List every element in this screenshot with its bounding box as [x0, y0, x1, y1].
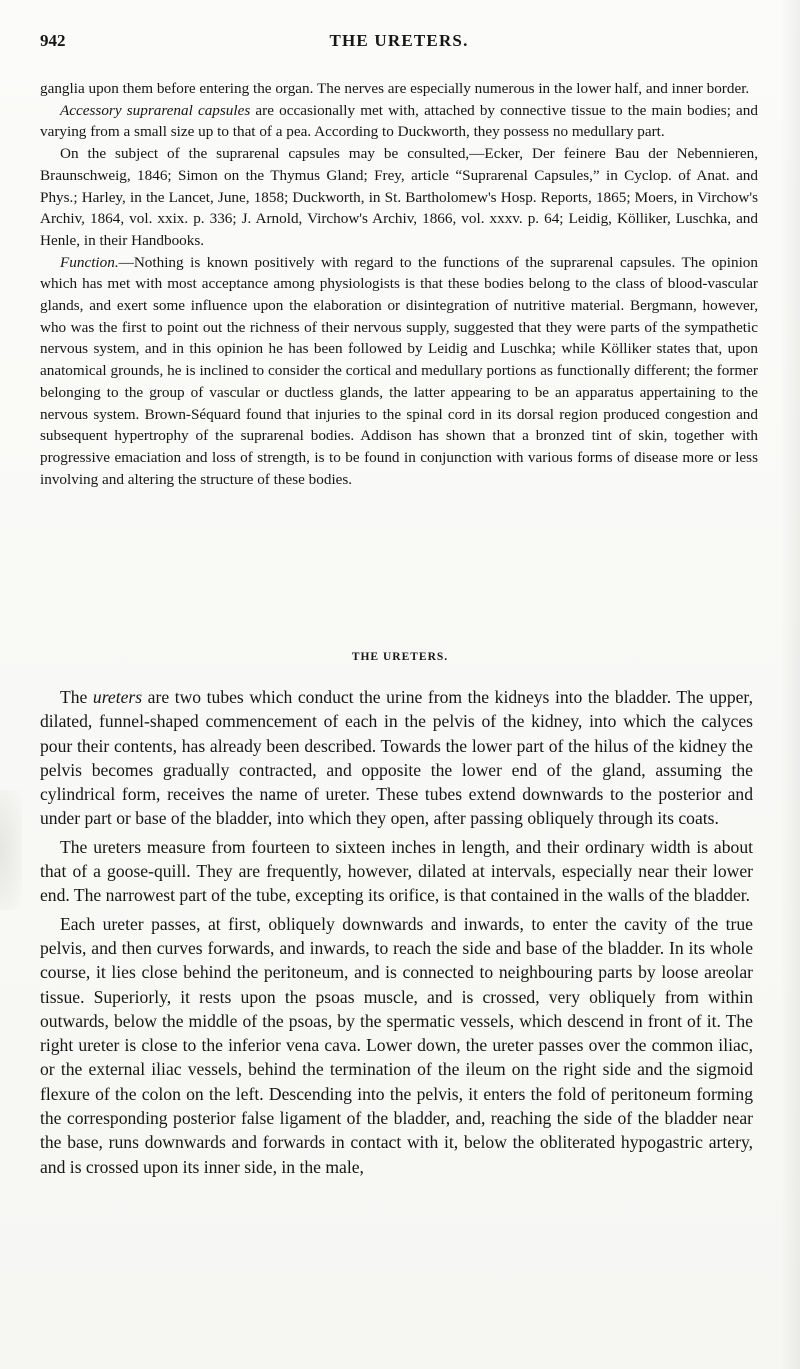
paragraph-function-text: —Nothing is known positively with regard to the functions of the suprarenal capsules. The opinion which has met with most acceptance among physiologists is that these bodies belong to the class of blood-vascular glands, and exert some influence upon the elaboration or disintegration of nutritive material. Bergmann, however, who was the first to point out the richness of their nervous supply, suggested that they were parts of the sympathetic nervous system, and in this opinion he has been followed by Leidig and Luschka; while Kölliker states that, upon anatomical grounds, he is inclined to consider the cortical and medullary portions as functionally different; the former belonging to the group of vascular or ductless glands, the latter appearing to be an apparatus appertaining to the nervous system. Brown-Séquard found that injuries to the spinal cord in its dorsal region produced congestion and subsequent hypertrophy of the suprarenal bodies. Addison has shown that a bronzed tint of skin, together with progressive emaciation and loss of strength, is to be found in conjunction with various forms of disease more or less involving and altering the structure of these bodies.: [40, 253, 758, 488]
suprarenal-section: [40, 78, 758, 490]
italic-lead-accessory: Accessory suprarenal capsules: [60, 101, 251, 119]
paragraph-function: [40, 252, 758, 491]
paragraph-ureters-measure: The ureters measure from fourteen to sixteen inches in length, and their ordinary width is about that of a goose-quill. They are frequently, however, dilated at intervals, especially near their lower end. The narrowest part of the tube, excepting its orifice, is that contained in the walls of the bladder.: [40, 836, 753, 906]
page-smudge: [0, 790, 22, 910]
page-number: 942: [40, 31, 66, 50]
paragraph-ureters-lead: The: [60, 687, 93, 707]
page-edge-shadow: [780, 0, 800, 1369]
paragraph-ureters-intro-text: are two tubes which conduct the urine from the kidneys into the bladder. The upper, dilated, funnel-shaped commencement of each in the pelvis of the kidney, into which the calyces pour their contents, has already been described. Towards the lower part of the hilus of the kidney the pelvis becomes gradually contracted, and opposite the lower end of the gland, assuming the cylindrical form, receives the name of ureter. These tubes extend downwards to the posterior and under part or base of the bladder, into which they open, after passing obliquely through its coats.: [40, 687, 753, 829]
running-title: THE URETERS.: [329, 31, 469, 50]
paragraph-ureters-intro: [40, 685, 753, 831]
italic-lead-function: Function.: [60, 253, 119, 271]
ureters-section: [40, 685, 753, 1183]
paragraph-ganglia: ganglia upon them before entering the organ. The nerves are especially numerous in the lower half, and inner border.: [40, 80, 750, 97]
page-header: [40, 31, 758, 57]
paragraph-accessory: [40, 100, 758, 143]
paragraph-accessory-text: are occasionally met with, attached by connective tissue to the main bodies; and varying from a small size up to that of a pea. According to Duckworth, they possess no medullary part.: [40, 101, 758, 141]
paragraph-ureters-course: Each ureter passes, at first, obliquely downwards and inwards, to enter the cavity of the true pelvis, and then curves forwards, and inwards, to reach the side and base of the bladder. In its whole course, it lies close behind the peritoneum, and is connected to neighbouring parts by loose areolar tissue. Superiorly, it rests upon the psoas muscle, and is crossed, very obliquely from within outwards, below the middle of the psoas, by the spermatic vessels, which descend in front of it. The right ureter is close to the inferior vena cava. Lower down, the ureter passes over the common iliac, or the external iliac vessels, behind the termination of the ileum on the right side and the sigmoid flexure of the colon on the left. Descending into the pelvis, it enters the fold of peritoneum forming the corresponding posterior false ligament of the bladder, and, reaching the side of the bladder near the base, runs downwards and forwards in contact with it, below the obliterated hypogastric artery, and is crossed upon its inner side, in the male,: [40, 913, 753, 1177]
section-heading: THE URETERS.: [351, 651, 449, 663]
italic-ureters: ureters: [92, 687, 143, 707]
paragraph-references: On the subject of the suprarenal capsules may be consulted,—Ecker, Der feinere Bau der Nebennieren, Braunschweig, 1846; Simon on the Thymus Gland; Frey, article “Suprarenal Capsules,” in Cyclop. of Anat. and Phys.; Harley, in the Lancet, June, 1858; Duckworth, in St. Bartholomew's Hosp. Reports, 1865; Moers, in Virchow's Archiv, 1864, vol. xxix. p. 336; J. Arnold, Virchow's Archiv, 1866, vol. xxxv. p. 64; Leidig, Kölliker, Luschka, and Henle, in their Handbooks.: [40, 145, 758, 249]
